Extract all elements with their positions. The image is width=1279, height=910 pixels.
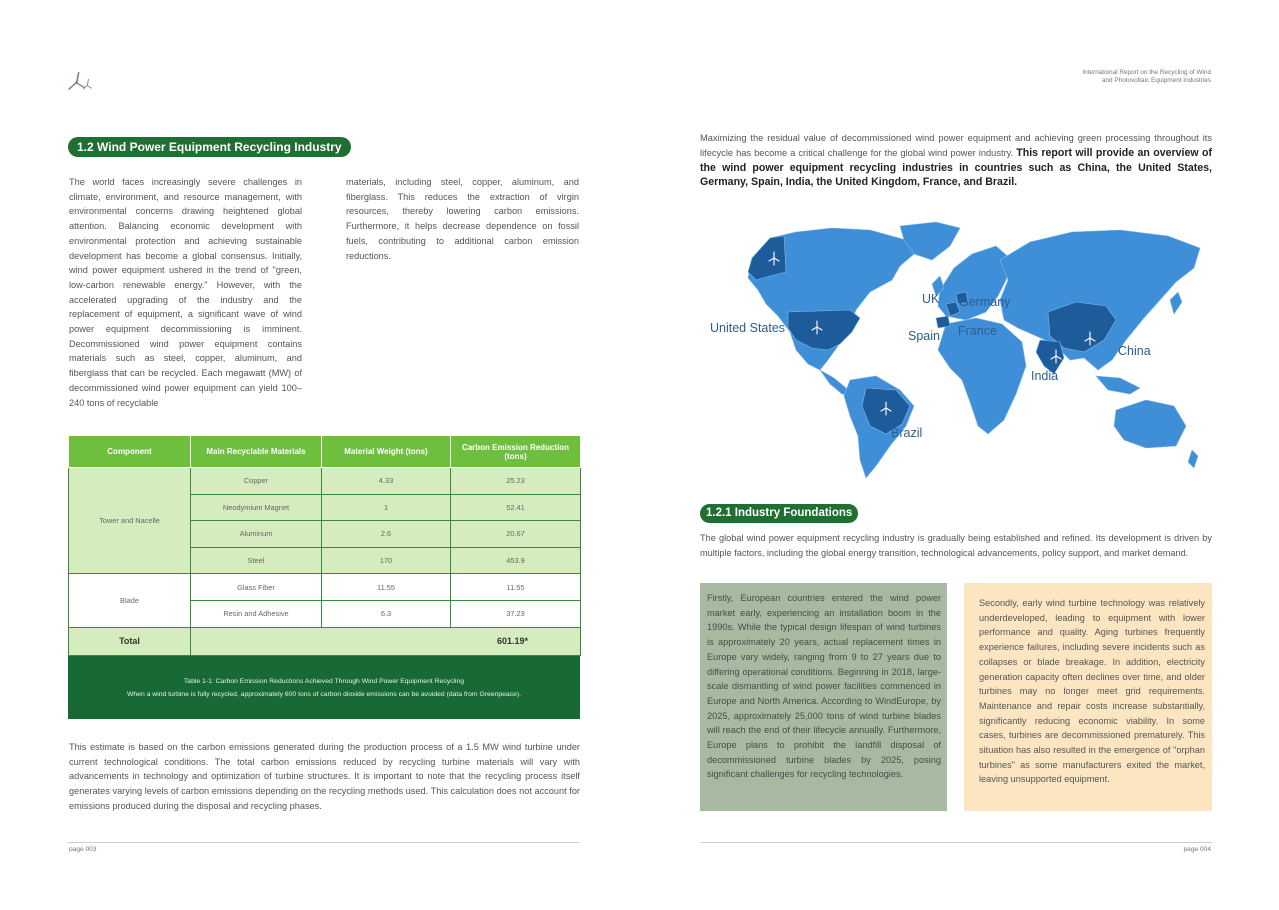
running-head-line1: International Report on the Recycling of Wind [1082,69,1211,76]
section-title: 1.2 Wind Power Equipment Recycling Industry [68,137,351,157]
footer-rule [68,842,580,843]
caption-note: When a wind turbine is fully recycled, approximately 600 tons of carbon dioxide emissions can be avoided (data from Greenpeace). [126,691,522,698]
japan-landmass [1170,292,1182,314]
running-head [1011,69,1211,85]
europe-factor-box: Firstly, European countries entered the wind power market early, experiencing an installation boom in the 1990s. While the typical design lifespan of wind turbines is approximately 20 years, actual replacement times in Europe vary widely, ranging from 9 to 27 years due to differing operational conditions. Beginning in 2018, large-scale dismantling of wind power facilities commenced in Europe and North America. According to WindEurope, by 2025, approximately 25,000 tons of wind turbine blades will reach the end of their lifecycle annually. Furthermore, Europe plans to prohibit the landfill disposal of decommissioned turbine blades by 2025, posing significant challenges for recycling technologies. [700,583,947,811]
page-number: page 003 [69,846,97,853]
foundations-paragraph: The global wind power equipment recycling industry is gradually being established and refined. Its development is driven by multiple factors, including the global energy transition, technological advancements, policy support, and market demand. [700,533,1212,558]
component-cell: Tower and Nacelle [69,468,191,574]
total-row [69,627,581,655]
map-label-india: India [1031,369,1059,383]
material-cell: Resin and Adhesive [191,600,322,627]
total-label: Total [69,627,191,655]
table-row [69,574,581,601]
weight-cell: 11.55 [322,574,451,601]
footer-rule [700,842,1212,843]
reduction-cell: 453.9 [451,547,581,574]
australia-landmass [1114,400,1186,448]
body-paragraph-2: materials, including steel, copper, aluminum, and fiberglass. This reduces the extraction of virgin resources, thereby lowering carbon emissions. Furthermore, it helps decrease dependence on fossil fuels, contributing to additional carbon emission reductions. [346,177,579,261]
spain-highlight [936,316,950,328]
weight-cell: 1 [322,494,451,521]
intro-bold-text: This report will provide an overview of the wind power equipment recycling industries in countries such as China, the United States, Germany, Spain, India, the United Kingdom, France, and Brazil. [700,146,1212,189]
table-header-row [69,436,581,468]
subsection-title: 1.2.1 Industry Foundations [700,504,858,523]
alaska-highlight [748,236,786,280]
column-header: Material Weight (tons) [322,436,451,468]
technology-factor-box: Secondly, early wind turbine technology was relatively underdeveloped, leading to equipment with lower performance and quality. Aging turbines frequently experience failures, including severe incidents such as collapses or blade breakage. In addition, electricity generation capacity often declines over time, and older turbines may no longer meet grid requirements. Maintenance and repair costs increase substantially, significantly reducing economic viability. In some cases, turbines are decommissioned prematurely. This situation has also resulted in the emergence of "orphan turbines" as some manufacturers exited the market, leaving unsupported equipment. [964,583,1212,811]
caption-title: Table 1-1: Carbon Emission Reductions Achieved Through Wind Power Equipment Recycling [183,678,465,685]
weight-cell: 2.6 [322,521,451,548]
table-row [69,468,581,495]
material-cell: Aluminum [191,521,322,548]
column-header: Carbon Emission Reduction (tons) [451,436,581,468]
weight-cell: 4.33 [322,468,451,495]
intro-plain-text: Maximizing the residual value of decommissioned wind power equipment and achieving green processing throughout its lifecycle has become a critical challenge for the global wind power industry. [700,133,1212,158]
southeast-asia-islands [1096,376,1140,394]
map-label-united-states: United States [710,321,786,335]
column-header: Component [69,436,191,468]
material-cell: Neodymium Magnet [191,494,322,521]
reduction-cell: 11.55 [451,574,581,601]
material-cell: Glass Fiber [191,574,322,601]
map-label-spain: Spain [908,329,940,343]
total-value: 601.19* [191,627,581,655]
wind-turbine-logo-icon [66,70,96,92]
map-label-china: China [1118,344,1151,358]
body-paragraph-3: This estimate is based on the carbon emissions generated during the production process of a 1.5 MW wind turbine under current technological conditions. The total carbon emissions reduced by recycling turbine materials will vary with advancements in technology and optimization of turbine structures. It is important to note that the recycling process itself generates varying levels of carbon emissions depending on the recycling methods used. This calculation does not account for emissions produced during the disposal and recycling phases. [69,742,580,811]
weight-cell: 6.3 [322,600,451,627]
new-zealand-landmass [1188,450,1198,468]
running-head-line2: and Photovoltaic Equipment Industries [1101,77,1211,84]
weight-cell: 170 [322,547,451,574]
reduction-cell: 37.23 [451,600,581,627]
body-paragraph-1: The world faces increasingly severe challenges in climate, environment, and resource management, with environmental concerns drawing heightened global attention. Balancing economic development with environmental protection and achieving sustainable development has become a global consensus. Initially, wind power equipment ushered in the trend of "green, low-carbon renewable energy." However, with the accelerated upgrading of the industry and the replacement of equipment, a significant wave of wind power equipment decommissioning is imminent. Decommissioned wind power equipment contains materials such as steel, copper, aluminum, and fiberglass that can be recycled. Each megawatt (MW) of decommissioned wind power equipment can yield 100–240 tons of recyclable [69,177,302,408]
material-cell: Steel [191,547,322,574]
intro-paragraph [700,131,1212,190]
column-header: Main Recyclable Materials [191,436,322,468]
table-caption [68,656,580,719]
reduction-cell: 52.41 [451,494,581,521]
page-number: page 004 [1183,846,1211,853]
recyclable-materials-table [68,435,581,656]
material-cell: Copper [191,468,322,495]
world-map [700,220,1212,482]
reduction-cell: 20.67 [451,521,581,548]
map-label-germany: Germany [959,295,1011,309]
map-label-france: France [958,324,997,338]
map-label-uk: UK [922,292,940,306]
component-cell: Blade [69,574,191,627]
map-label-brazil: Brazil [891,426,923,440]
reduction-cell: 25.23 [451,468,581,495]
